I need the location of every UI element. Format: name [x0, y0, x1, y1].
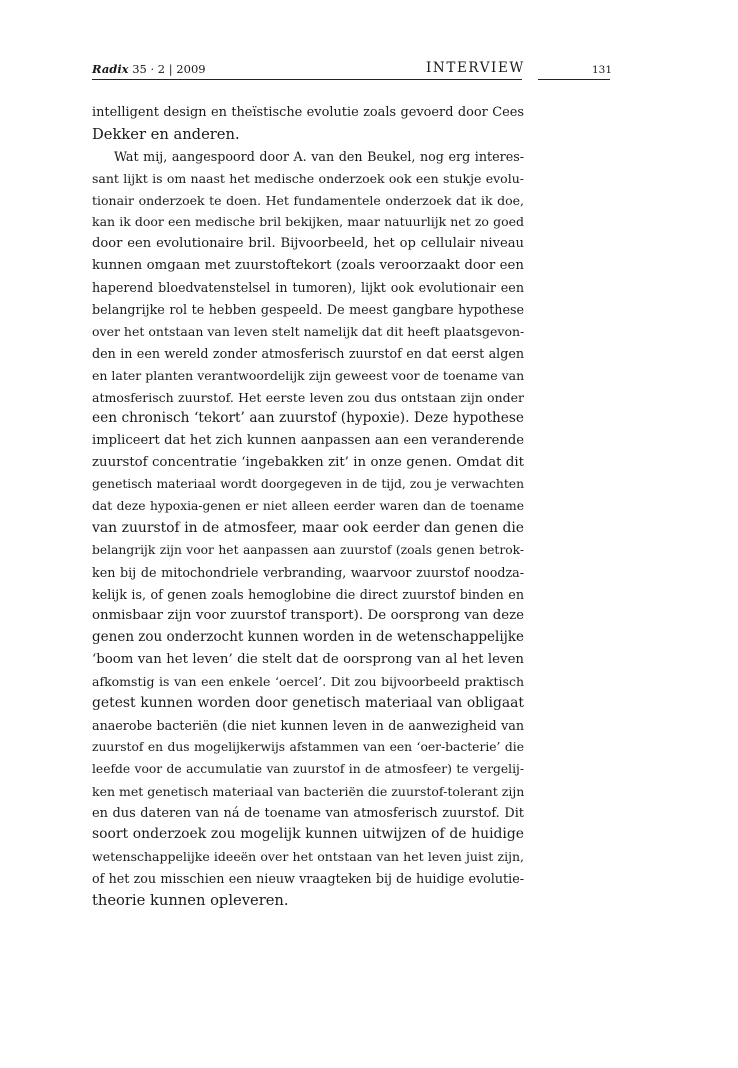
- text-line: ken bij de mitochondriele verbranding, waarvoor zuurstof noodza-: [92, 564, 524, 580]
- text-line: ‘boom van het leven’ die stelt dat de oorsprong van al het leven: [92, 652, 524, 668]
- section-title: INTERVIEW: [426, 60, 525, 76]
- journal-citation: [92, 62, 206, 76]
- text-line: impliceert dat het zich kunnen aanpassen aan een veranderende: [92, 433, 524, 449]
- text-line: Dekker en anderen.: [92, 125, 240, 143]
- text-line: kan ik door een medische bril bekijken, maar natuurlijk net zo goed: [92, 214, 524, 230]
- paragraph: [92, 102, 524, 146]
- text-line: belangrijk zijn voor het aanpassen aan zuurstof (zoals genen betrok-: [92, 542, 524, 557]
- text-line: kunnen omgaan met zuurstoftekort (zoals veroorzaakt door een: [92, 258, 524, 274]
- text-line: soort onderzoek zou mogelijk kunnen uitwijzen of de huidige: [92, 826, 524, 843]
- text-line: zuurstof concentratie ‘ingebakken zit’ in onze genen. Omdat dit: [92, 455, 524, 471]
- text-line: van zuurstof in de atmosfeer, maar ook eerder dan genen die: [92, 519, 524, 536]
- text-line: dat deze hypoxia-genen er niet alleen eerder waren dan de toename: [92, 499, 524, 514]
- journal-title: Radix: [92, 62, 129, 76]
- text-line: leefde voor de accumulatie van zuurstof in de atmosfeer) te vergelij-: [92, 761, 524, 776]
- text-line: door een evolutionaire bril. Bijvoorbeeld, het op cellulair niveau: [92, 236, 524, 252]
- text-line: genetisch materiaal wordt doorgegeven in de tijd, zou je verwachten: [92, 477, 524, 492]
- text-line: genen zou onderzocht kunnen worden in de wetenschappelijke: [92, 629, 524, 646]
- text-line: sant lijkt is om naast het medische onderzoek ook een stukje evolu-: [92, 170, 524, 186]
- text-line: atmosferisch zuurstof. Het eerste leven zou dus ontstaan zijn onder: [92, 389, 524, 405]
- text-line: over het ontstaan van leven stelt namelijk dat dit heeft plaatsgevon-: [92, 323, 524, 339]
- text-line: haperend bloedvatenstelsel in tumoren), lijkt ook evolutionair een: [92, 280, 524, 296]
- text-line: tionair onderzoek te doen. Het fundamentele onderzoek dat ik doe,: [92, 192, 524, 208]
- page-number: 131: [592, 64, 613, 76]
- text-line: getest kunnen worden door genetisch materiaal van obligaat: [92, 695, 524, 712]
- text-line: onmisbaar zijn voor zuurstof transport). De oorsprong van deze: [92, 608, 524, 624]
- text-line: een chronisch ‘tekort’ aan zuurstof (hypoxie). Deze hypothese: [92, 410, 524, 427]
- text-line: theorie kunnen opleveren.: [92, 892, 289, 910]
- text-line: ken met genetisch materiaal van bacteriën die zuurstof-tolerant zijn: [92, 783, 524, 799]
- header-rule-left: [92, 79, 522, 80]
- text-line: intelligent design en theïstische evolutie zoals gevoerd door Cees: [92, 105, 524, 120]
- text-line: wetenschappelijke ideeën over het ontstaan van het leven juist zijn,: [92, 849, 524, 865]
- text-line: afkomstig is van een enkele ‘oercel’. Dit zou bijvoorbeeld praktisch: [92, 674, 524, 690]
- text-line: en later planten verantwoordelijk zijn geweest voor de toename van: [92, 367, 524, 383]
- article-body: [92, 102, 524, 912]
- text-line: belangrijke rol te hebben gespeeld. De meest gangbare hypothese: [92, 302, 524, 318]
- header-rule-right: [538, 79, 610, 80]
- text-line: of het zou misschien een nieuw vraagteken bij de huidige evolutie-: [92, 871, 524, 887]
- text-line: kelijk is, of genen zoals hemoglobine die direct zuurstof binden en: [92, 586, 524, 602]
- text-line: en dus dateren van ná de toename van atmosferisch zuurstof. Dit: [92, 805, 524, 821]
- text-line: zuurstof en dus mogelijkerwijs afstammen van een ‘oer-bacterie’ die: [92, 739, 524, 754]
- paragraph: [92, 146, 524, 912]
- text-line: Wat mij, aangespoord door A. van den Beukel, nog erg interes-: [114, 148, 524, 164]
- text-line: den in een wereld zonder atmosferisch zuurstof en dat eerst algen: [92, 345, 524, 361]
- issue-info: 35 · 2 | 2009: [132, 62, 206, 76]
- text-line: anaerobe bacteriën (die niet kunnen leven in de aanwezigheid van: [92, 717, 524, 733]
